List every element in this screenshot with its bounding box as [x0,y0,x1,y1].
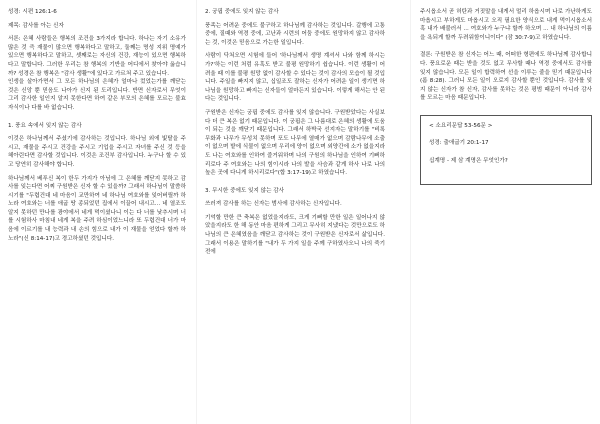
column-right [420,8,592,185]
section-2-paragraph: 풍족는 어려운 중에도 불구하고 하나님께 감사하는 것입니다. 갈행에 고통 중에, 질때와 역경 중에, 고난과 시련의 어둠 중에도 원망하지 않고 감사하는 것, 이것은 믿음으로 가는한 일입니다. [205,22,385,46]
catechism-question: 십계명 - 제 삼 계명은 무엇인가? [429,158,508,165]
section-2-heading: 2. 궁핍 중에도 잊지 않는 감사 [205,9,279,15]
section-1-heading: 1. 풍요 속에서 잊지 않는 감사 [8,122,82,129]
introduction-text: 서론: 은혜 사람들은 행복의 조건을 3가지라 합니다. 하나는 자기 소유가 많은 것 즉 재물이 많으면 행복하다고 말하고, 둘째는 명성 지위 명예가 있으면 행복하다고 말하고, 셋째로는 자신의 건강, 재능이 있으면 행복하다고 말합니다. 그러한 우리는 참 행복의 기반을 어디에서 찾아야 옳습니까? 성경은 참 행복은 "감사 생활"에 있다고 가르쳐 주고 있습니다. 인생을 살아가면서 그 모든 하나님의 은혜가 얼마나 컸었는가를 깨닫는 것은 신앙 뿐 믿음도 나아가 신지 된 도리입니다. 반면 신자로서 무엇이 그리 감사한 일인지 알지 못한다면 하여 같은 부모의 은혜를 모르는 불효자식이나 다를 바 없습니다. [8,36,186,111]
catechism-box [420,115,592,185]
catechism-title: < 소요리문답 53-56문 > [429,122,493,129]
section-2-paragraph: 사람이 닥쳐오면 시험에 들어 '하나님께서 생명 계셔서 나와 함께 하시는가?'하는 이런 처럼 유혹도 받고 불평 원망하기 쉽습니다. 이런 생활이 어려울 때 이를 불평 원망 없이 감사할 수 있다는 것이 감사의 모습이 될 것입니다. 주일을 빠지지 않고, 십일조도 잘하는 신자가 어려운 일이 생기면 하나님을 원망하고 빠지는 신자들이 얼마든지 있습니다. 이렇게 해서는 안 된다는 것입니다. [205,53,385,103]
column-middle [205,8,385,262]
section-3-paragraph: 쓰러져 감사를 하는 신자는 범사에 감사하는 신자입니다. [205,201,342,208]
section-3-heading: 3. 무시한 중에도 잊지 않는 감사 [205,187,285,194]
column-divider [196,0,197,424]
sermon-title: 제목: 감사를 아는 신자 [8,22,64,29]
section-3-paragraph: 기억할 만한 큰 축복은 없었을지라도, 크게 기뻐할 만한 일은 일어나지 않았을지라도 한 해 동안 마음 편하게 그리고 무사히 지냈다는 것만으로도 하나님의 큰 은혜였음을 깨닫고 감사하는 것이 구원받은 신자로서 삶입니다. 그래서 이용은 말하기를 "내가 두 가지 일을 주께 구하였사오니 나의 죽기 전에 [205,214,385,256]
section-1-paragraph: 하나님께서 베푸신 복이 한두 가지가 아님에 그 은혜를 깨닫지 못하고 감사를 잊는다면 어찌 구원받은 신자 할 수 있을까? 그래서 하나님이 말씀하시기를 "두렵건대 네 마음이 교만하여 네 하나님 여호와를 잊어버릴까 하노라 여호와는 너를 애굽 땅 종되었던 집에서 이끌어 내시고... 네 열조도 알지 못하던 만나를 광야에서 네게 먹이셨나니 이는 다 너를 낮추시며 너를 시험하사 마침내 네게 복을 주려 하심이었느니라 또 두렵건대 너가 마음에 이르기를 내 능력과 내 손의 힘으로 내가 이 재물을 얻었다 할까 하노라"(신 8:14-17)고 경고하셨던 것입니다. [8,175,186,242]
section-2-paragraph: 구원받은 신자는 궁핍 중에도 감사를 잊지 않습니다. 구원받았다는 사실보다 더 큰 복은 없기 때문입니다. 이 궁핍은 그 나름대로 은혜의 생활에 도움이 되는 것을 깨닫기 때문입니다. 그래서 하박국 선지자는 말하기를 "비록 무화과 나무가 무성치 못하며 포도 나무에 열매가 없으며 감람나무에 소출이 없으며 밭에 식물이 없으며 우리에 양이 없으며 외양간에 소가 없을지라도 나는 여호와를 인하여 즐거워하며 나의 구원의 하나님을 인하여 기뻐하리로다 주 여호와는 나의 힘이시라 나의 발을 사슴과 같게 하사 나로 나의 높은 곳에 다니게 하시리로다"(합 3:17-19)고 하였습니다. [205,109,385,177]
column-left [8,8,186,248]
quote-continuation: 주시옵소서 곧 허탄과 거짓말을 내게서 멀리 하옵시며 나로 가난하게도 마옵시고 부하게도 마옵시고 오직 필요한 양식으로 내게 먹이시옵소서 혹 내가 배불러서 ... 여호와가 누구냐 할까 하오며 ... 내 하나님의 이름을 욕되게 할까 두려워함이니이다" (잠 30:7-9)고 하였습니다. [420,9,592,41]
conclusion-text: 결론: 구원받은 참 신자는 어느 때, 어떠한 형편에도 하나님께 감사합니다. 풍요로운 때는 받을 것도 없고 무사할 때나 역경 중에서도 감사를 잊지 않습니다. 모든 일이 합력하여 선을 이루는 줄을 믿기 때문입니다(롬 8:28). 그러니 모든 일이 오로지 감사할 뿐인 것입니다. 감사를 잊지 않는 신자가 참 신자, 감사를 못하는 것은 평범 때문이 아니라 감사를 모르는 마음 때문입니다. [420,52,592,102]
column-divider [410,0,411,424]
section-1-paragraph: 이것은 하나님께서 주셨기에 감사하는 것입니다. 하나님 외에 빛탈을 주시고, 재물을 주시고 건강을 주시고 기업을 주시고 자녀를 주신 것 등을 헤아린다면 감사할 것입니다. 이것은 조건부 감사입니다. 누구나 할 수 있고 당연히 감사해야 합니다. [8,136,186,168]
catechism-scripture: 성경: 출애굽기 20:1-17 [429,139,489,146]
scripture-reference: 성경: 시편 126:1-6 [8,9,57,15]
